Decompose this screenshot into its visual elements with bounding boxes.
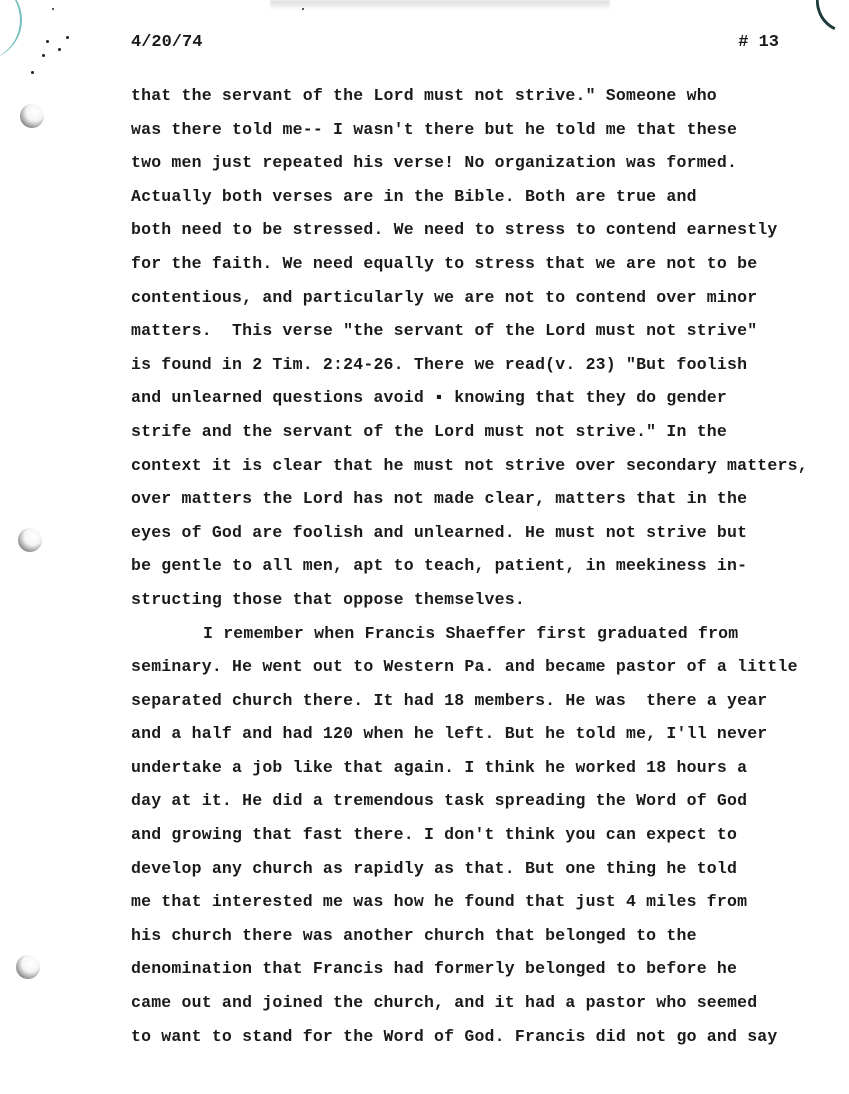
scan-speck bbox=[46, 40, 49, 43]
scan-smudge bbox=[270, 0, 610, 10]
scan-speck bbox=[66, 36, 69, 39]
text-line: and unlearned questions avoid ▪ knowing that they do gender bbox=[131, 388, 727, 408]
text-line: eyes of God are foolish and unlearned. He must not strive but bbox=[131, 522, 748, 542]
text-line: separated church there. It had 18 members. He was there a year bbox=[131, 690, 768, 710]
scan-speck bbox=[302, 8, 304, 10]
text-line: me that interested me was how he found that just 4 miles from bbox=[131, 892, 748, 912]
text-line: was there told me-- I wasn't there but he told me that these bbox=[131, 119, 738, 139]
scan-speck bbox=[52, 8, 54, 10]
scan-speck bbox=[58, 48, 61, 51]
text-line: undertake a job like that again. I think he worked 18 hours a bbox=[131, 757, 748, 777]
page-corner-curl-right bbox=[807, 0, 849, 42]
page-corner-curl-left bbox=[0, 0, 22, 60]
text-line: matters. This verse "the servant of the Lord must not strive" bbox=[131, 321, 758, 341]
text-line: and a half and had 120 when he left. But he told me, I'll never bbox=[131, 724, 768, 744]
text-line: that the servant of the Lord must not strive." Someone who bbox=[131, 86, 717, 105]
text-line: structing those that oppose themselves. bbox=[131, 589, 525, 609]
text-line: both need to be stressed. We need to stress to contend earnestly bbox=[131, 220, 778, 240]
text-line: be gentle to all men, apt to teach, patient, in meekiness in- bbox=[131, 556, 748, 576]
text-line: his church there was another church that belonged to the bbox=[131, 925, 697, 945]
text-line: develop any church as rapidly as that. But one thing he told bbox=[131, 858, 738, 878]
scan-speck bbox=[31, 71, 34, 74]
page-header bbox=[131, 33, 779, 55]
text-line: denomination that Francis had formerly belonged to before he bbox=[131, 959, 738, 979]
scan-speck bbox=[42, 54, 45, 57]
page-number: # 13 bbox=[738, 33, 779, 52]
punch-hole-top bbox=[20, 104, 44, 128]
text-line: two men just repeated his verse! No organization was formed. bbox=[131, 153, 738, 173]
text-line: for the faith. We need equally to stress that we are not to be bbox=[131, 253, 758, 273]
text-line: contentious, and particularly we are not to contend over minor bbox=[131, 287, 758, 307]
text-line: came out and joined the church, and it had a pastor who seemed bbox=[131, 993, 758, 1013]
text-line: strife and the servant of the Lord must not strive." In the bbox=[131, 421, 727, 441]
text-line: over matters the Lord has not made clear, matters that in the bbox=[131, 489, 748, 509]
paragraph-first-line: I remember when Francis Shaeffer first graduated from bbox=[203, 623, 739, 643]
text-line: Actually both verses are in the Bible. Both are true and bbox=[131, 186, 697, 206]
text-line: is found in 2 Tim. 2:24-26. There we read(v. 23) "But foolish bbox=[131, 354, 748, 374]
text-line: day at it. He did a tremendous task spreading the Word of God bbox=[131, 791, 748, 811]
body-text bbox=[131, 85, 821, 1059]
text-line: context it is clear that he must not strive over secondary matters, bbox=[131, 455, 808, 475]
punch-hole-middle bbox=[18, 528, 42, 552]
text-line: and growing that fast there. I don't think you can expect to bbox=[131, 825, 738, 845]
document-date: 4/20/74 bbox=[131, 33, 203, 52]
punch-hole-bottom bbox=[16, 955, 40, 979]
text-line: to want to stand for the Word of God. Francis did not go and say bbox=[131, 1026, 778, 1046]
text-line: seminary. He went out to Western Pa. and became pastor of a little bbox=[131, 657, 798, 677]
